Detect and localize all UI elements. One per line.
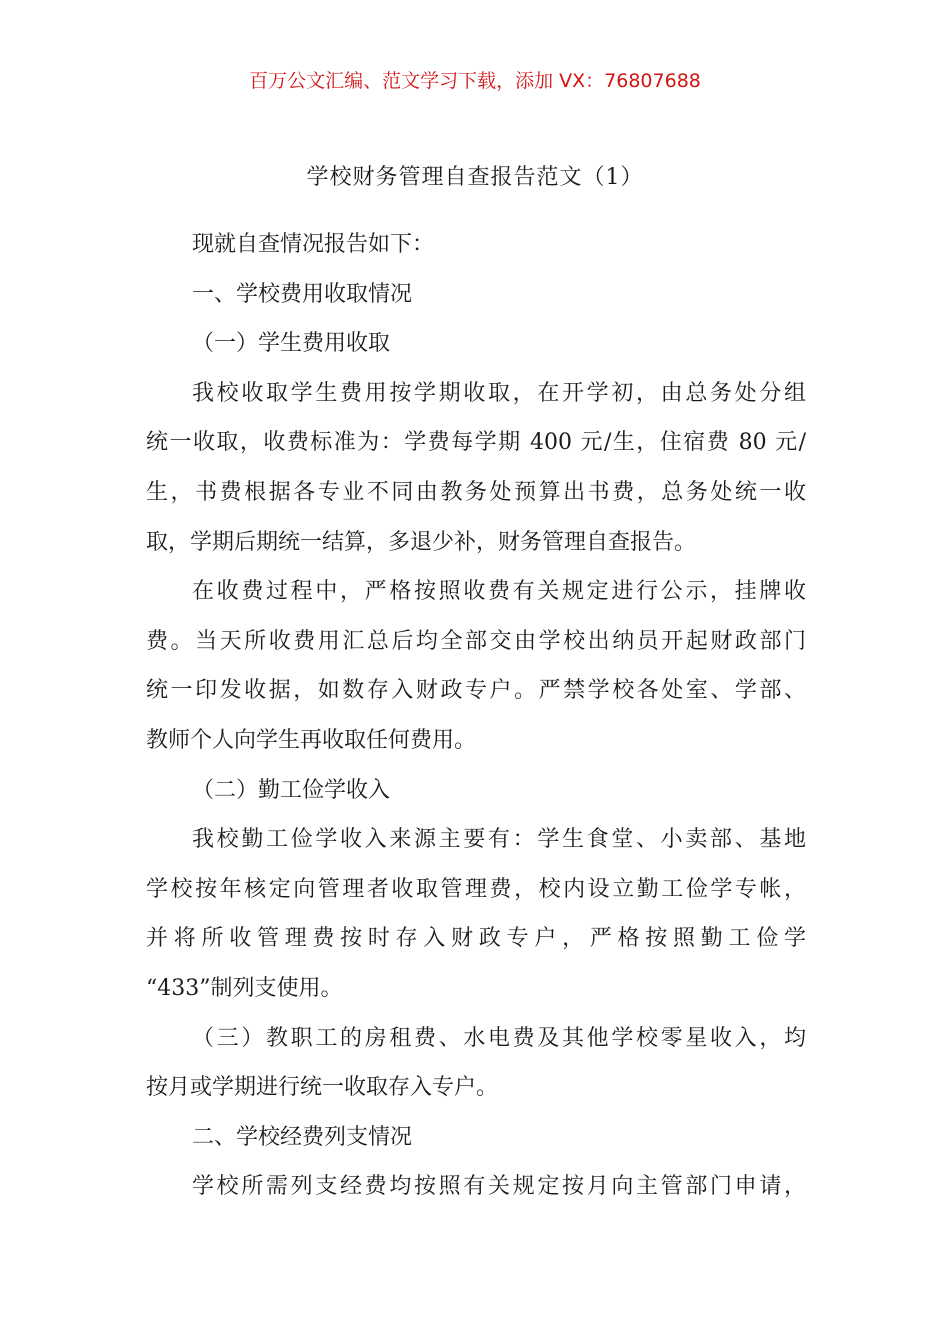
subsection-heading: （二）勤工俭学收入 xyxy=(192,777,391,803)
paragraph-line: 按月或学期进行统一收取存入专户。 xyxy=(146,1075,499,1101)
paragraph-line: 现就自查情况报告如下： xyxy=(192,232,435,257)
paragraph-line: 学校所需列支经费均按照有关规定按月向主管部门申请， xyxy=(192,1174,806,1200)
document-body xyxy=(146,220,806,1212)
paragraph-line: 学校按年核定向管理者收取管理费，校内设立勤工俭学专帐， xyxy=(146,876,806,902)
section-heading: 二、学校经费列支情况 xyxy=(192,1124,413,1150)
subsection-heading: （一）学生费用收取 xyxy=(192,331,391,357)
section-heading: 一、学校费用收取情况 xyxy=(192,281,413,307)
paragraph-line: 我校勤工俭学收入来源主要有：学生食堂、小卖部、基地 xyxy=(192,827,806,853)
paragraph-line: 并将所收管理费按时存入财政专户，严格按照勤工俭学 xyxy=(146,926,806,952)
paragraph-line: 统一收取，收费标准为：学费每学期 400 元/生，住宿费 80 元/ xyxy=(146,430,806,456)
paragraph-line: 取，学期后期统一结算，多退少补，财务管理自查报告。 xyxy=(146,529,697,555)
paragraph-line: “433”制列支使用。 xyxy=(146,975,343,1001)
subsection-heading: （三）教职工的房租费、水电费及其他学校零星收入，均 xyxy=(192,1025,806,1051)
paragraph-line: 在收费过程中，严格按照收费有关规定进行公示，挂牌收 xyxy=(192,579,806,605)
paragraph-line: 教师个人向学生再收取任何费用。 xyxy=(146,727,477,753)
paragraph-line: 统一印发收据，如数存入财政专户。严禁学校各处室、学部、 xyxy=(146,678,806,704)
header-banner: 百万公文汇编、范文学习下载，添加 VX：76807688 xyxy=(249,70,701,92)
document-title: 学校财务管理自查报告范文（1） xyxy=(306,165,644,190)
paragraph-line: 费。当天所收费用汇总后均全部交由学校出纳员开起财政部门 xyxy=(146,628,806,654)
paragraph-line: 我校收取学生费用按学期收取，在开学初，由总务处分组 xyxy=(192,380,806,406)
paragraph-line: 生，书费根据各专业不同由教务处预算出书费，总务处统一收 xyxy=(146,479,806,505)
